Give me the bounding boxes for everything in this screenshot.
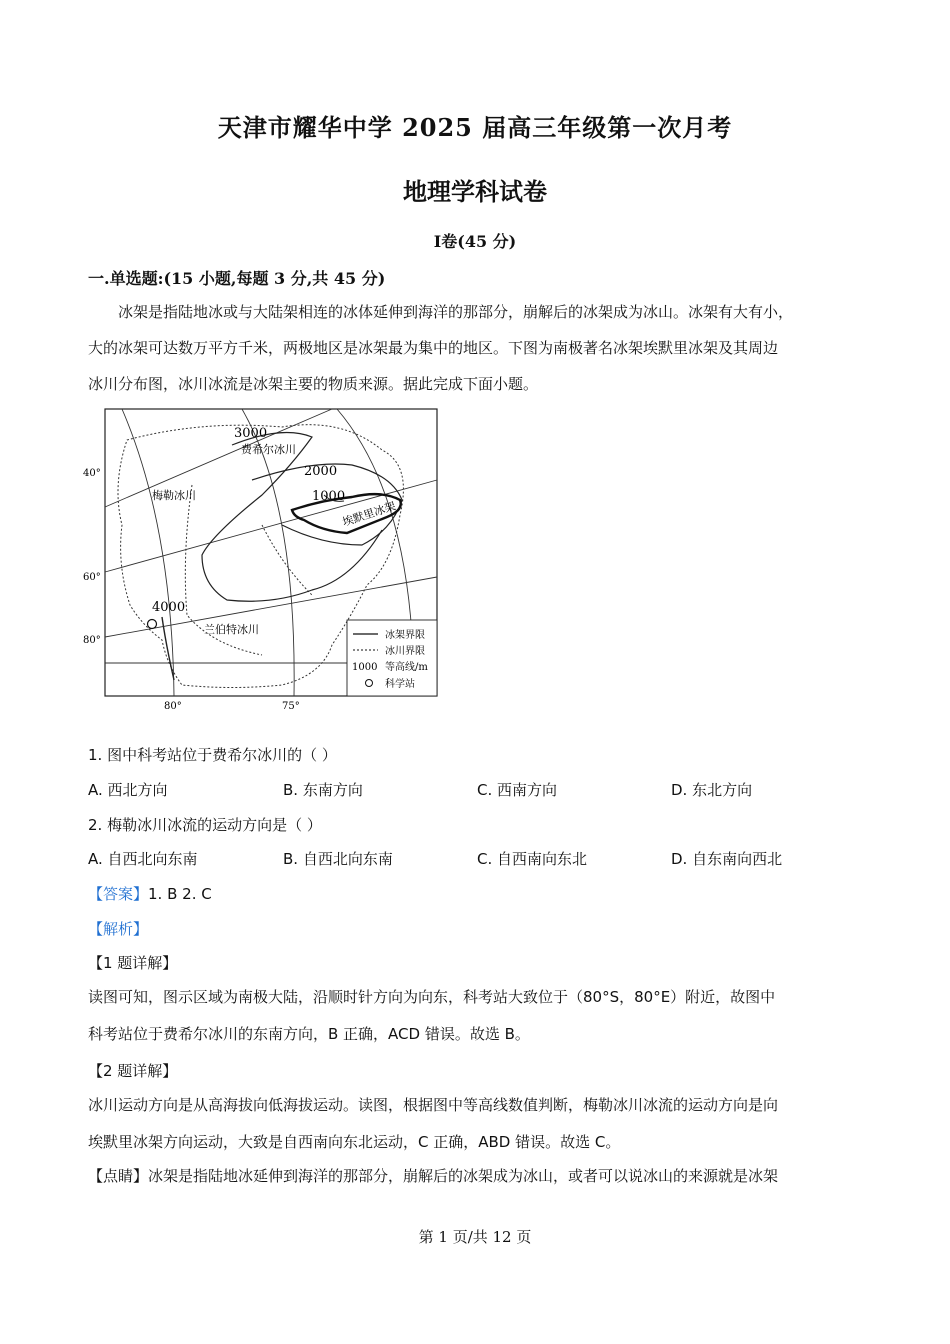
q2-option-b: B. 自西北向东南: [283, 850, 393, 868]
map-legend: [347, 620, 437, 696]
exam-subtitle: 地理学科试卷: [403, 177, 547, 206]
q1-option-a: A. 西北方向: [88, 781, 168, 799]
detail-2-label: 【2 题详解】: [88, 1062, 178, 1080]
legend-shelf-label: 冰架界限: [385, 630, 425, 641]
intro-line-2: 大的冰架可达数万平方千米，两极地区是冰架最为集中的地区。下图为南极著名冰架埃默里冰架及其周边: [88, 339, 779, 357]
contour-4000-label: 4000: [152, 600, 186, 615]
legend-station-label: 科学站: [385, 679, 415, 690]
contour-3000-label: 3000: [234, 426, 268, 441]
q2-option-d: D. 自东南向西北: [671, 850, 783, 868]
answer-line: [88, 883, 212, 904]
glacier-lambert-label: 兰伯特冰川: [204, 623, 259, 636]
page-number-footer: 第 1 页/共 12 页: [418, 1228, 532, 1246]
section-heading: 一.单选题:(15 小题,每题 3 分,共 45 分): [88, 269, 386, 288]
detail-2-line-1: 冰川运动方向是从高海拔向低海拔运动。读图，根据图中等高线数值判断，梅勒冰川冰流的运动方向是向: [88, 1096, 779, 1114]
detail-2-line-2: 埃默里冰架方向运动，大致是自西南向东北运动，C 正确，ABD 错误。故选 C。: [88, 1133, 621, 1151]
q2-option-c: C. 自西南向东北: [477, 850, 588, 868]
contour-2000-label: 2000: [304, 464, 338, 479]
intro-line-3: 冰川分布图，冰川冰流是冰架主要的物质来源。据此完成下面小题。: [88, 375, 539, 393]
answer-text: 1. B 2. C: [148, 885, 212, 903]
tip-label: 【点睛】: [88, 1167, 149, 1185]
antarctic-glacier-map: [82, 405, 442, 717]
research-station-marker: [148, 620, 157, 629]
detail-1-label: 【1 题详解】: [88, 954, 178, 972]
detail-1-line-2: 科考站位于费希尔冰川的东南方向，B 正确，ACD 错误。故选 B。: [88, 1025, 530, 1043]
intro-line-1: 冰架是指陆地冰或与大陆架相连的冰体延伸到海洋的那部分，崩解后的冰架成为冰山。冰架有大有小，: [118, 303, 794, 321]
q1-option-b: B. 东南方向: [283, 781, 363, 799]
answer-label: 【答案】: [88, 885, 149, 903]
exam-title: 天津市耀华中学 2025 届高三年级第一次月考: [217, 113, 733, 142]
question-1-stem: 1. 图中科考站位于费希尔冰川的（ ）: [88, 746, 337, 764]
detail-1-line-1: 读图可知，图示区域为南极大陆，沿顺时针方向为向东，科考站大致位于（80°S，80°E）附近，故图中: [88, 988, 776, 1006]
q1-option-c: C. 西南方向: [477, 781, 558, 799]
q2-option-a: A. 自西北向东南: [88, 850, 198, 868]
lon-75-label: 75°: [282, 701, 300, 712]
question-2-stem: 2. 梅勒冰川冰流的运动方向是（ ）: [88, 816, 322, 834]
ice-shelf-label: 埃默里冰架: [340, 499, 398, 529]
tip-line: [88, 1158, 878, 1194]
legend-contour-label: 等高线/m: [385, 662, 428, 673]
glacier-feixier-label: 费希尔冰川: [241, 443, 296, 456]
lat-40-label: 40°: [83, 468, 101, 479]
tip-text: 冰架是指陆地冰延伸到海洋的那部分，崩解后的冰架成为冰山，或者可以说冰山的来源就是冰架: [148, 1167, 779, 1185]
legend-contour-sample: 1000: [352, 662, 378, 673]
volume-heading: Ⅰ卷(45 分): [433, 232, 517, 251]
legend-glacier-label: 冰川界限: [385, 646, 425, 657]
lat-80-label: 80°: [83, 635, 101, 646]
lon-80-label: 80°: [164, 701, 182, 712]
analysis-label: 【解析】: [88, 920, 149, 938]
lat-60-label: 60°: [83, 572, 101, 583]
q1-option-d: D. 东北方向: [671, 781, 753, 799]
contour-1000-label: 1000: [312, 489, 346, 504]
glacier-meile-label: 梅勒冰川: [152, 489, 196, 502]
